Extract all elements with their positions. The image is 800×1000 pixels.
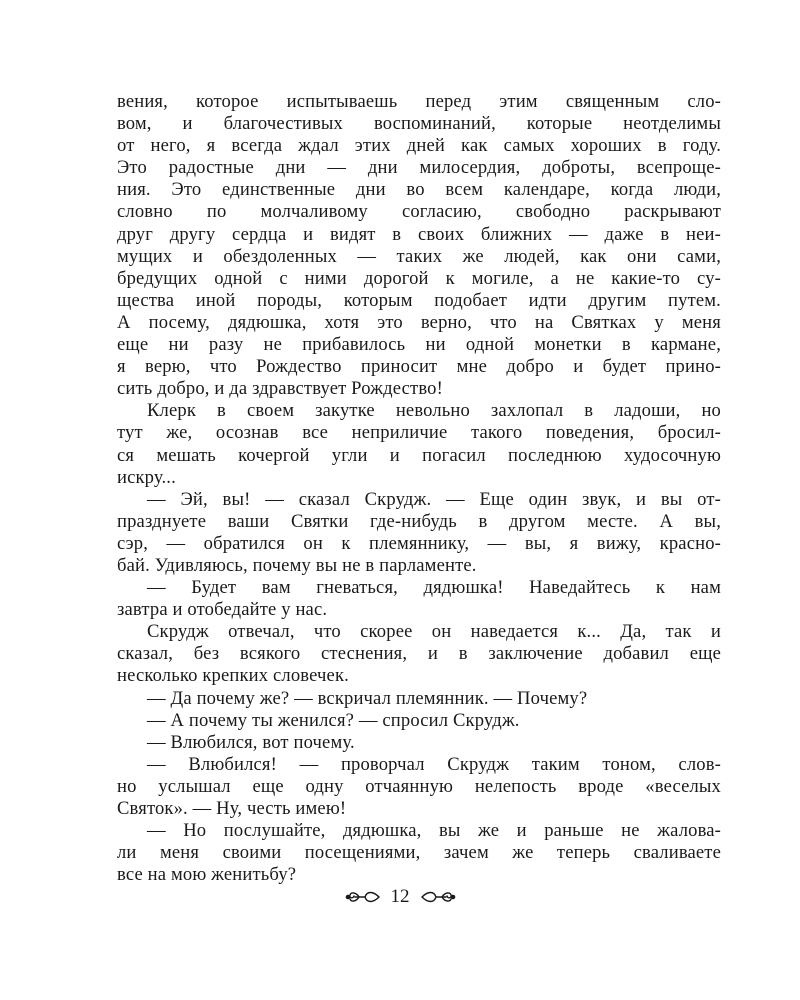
text-line: мущих и обездоленных — таких же людей, как они сами, bbox=[117, 245, 721, 267]
text-line: но услышал еще одну отчаянную нелепость вроде «веселых bbox=[117, 775, 721, 797]
text-line: несколько крепких словечек. bbox=[117, 665, 349, 687]
text-line: сказал, без всякого стеснения, и в заключение добавил еще bbox=[117, 643, 721, 665]
text-line: бай. Удивляюсь, почему вы не в парламенте. bbox=[117, 554, 477, 576]
text-line: щества иной породы, которым подобает идти другим путем. bbox=[117, 289, 721, 311]
ornament-right-icon bbox=[420, 887, 456, 907]
text-line: — Влюбился! — проворчал Скрудж таким тоном, слов- bbox=[147, 753, 721, 775]
text-line: сить добро, и да здравствует Рождество! bbox=[117, 378, 443, 400]
text-line: словно по молчаливому согласию, свободно раскрывают bbox=[117, 201, 721, 223]
text-line: — Будет вам гневаться, дядюшка! Наведайтесь к нам bbox=[147, 577, 721, 599]
paragraph bbox=[117, 400, 721, 488]
text-line: вения, которое испытываешь перед этим священным сло- bbox=[117, 91, 721, 112]
page-number: 12 bbox=[390, 886, 410, 907]
text-line: — Да почему же? — вскричал племянник. — Почему? bbox=[147, 687, 588, 709]
text-line: ния. Это единственные дни во всем календаре, когда люди, bbox=[117, 179, 721, 201]
text-line: — Влюбился, вот почему. bbox=[147, 731, 355, 753]
text-line: празднуете ваши Святки где-нибудь в другом месте. А вы, bbox=[117, 510, 721, 532]
text-line: еще ни разу не прибавилось ни одной монетки в кармане, bbox=[117, 334, 721, 356]
text-line: А посему, дядюшка, хотя это верно, что на Святках у меня bbox=[117, 311, 721, 333]
text-line: я верю, что Рождество приносит мне добро и будет прино- bbox=[117, 356, 721, 378]
text-line: сэр, — обратился он к племяннику, — вы, я вижу, красно- bbox=[117, 532, 721, 554]
text-line: друг другу сердца и видят в своих ближних — даже в неи- bbox=[117, 223, 721, 245]
text-line: Скрудж отвечал, что скорее он наведается к... Да, так и bbox=[147, 621, 721, 643]
paragraph bbox=[117, 754, 721, 820]
text-line: — Но послушайте, дядюшка, вы же и раньше не жалова- bbox=[147, 820, 721, 842]
text-line: от него, я всегда ждал этих дней как самых хороших в году. bbox=[117, 135, 721, 157]
text-line: — А почему ты женился? — спросил Скрудж. bbox=[147, 709, 520, 731]
text-line: завтра и отобедайте у нас. bbox=[117, 599, 328, 621]
paragraph bbox=[117, 577, 721, 621]
body-text bbox=[117, 91, 721, 886]
paragraph bbox=[117, 688, 721, 710]
text-line: Клерк в своем закутке невольно захлопал в ладоши, но bbox=[147, 400, 721, 422]
text-line: вом, и благочестивых воспоминаний, которые неотделимы bbox=[117, 113, 721, 135]
paragraph bbox=[117, 621, 721, 687]
text-line: Святок». — Ну, честь имею! bbox=[117, 798, 347, 819]
text-line: искру... bbox=[117, 466, 176, 488]
text-line: бредущих одной с ними дорогой к могиле, а не какие-то су- bbox=[117, 267, 721, 289]
paragraph bbox=[117, 820, 721, 886]
text-line: ся мешать кочергой угли и погасил последнюю худосочную bbox=[117, 444, 721, 466]
paragraph bbox=[117, 710, 721, 732]
paragraph bbox=[117, 732, 721, 754]
text-line: ли меня своими посещениями, зачем же теперь сваливаете bbox=[117, 842, 721, 864]
paragraph bbox=[117, 489, 721, 577]
text-line: — Эй, вы! — сказал Скрудж. — Еще один звук, и вы от- bbox=[147, 488, 721, 510]
paragraph bbox=[117, 91, 721, 400]
text-line: все на мою женитьбу? bbox=[117, 864, 297, 886]
page-footer bbox=[0, 883, 800, 911]
text-line: Это радостные дни — дни милосердия, доброты, всепроще- bbox=[117, 157, 721, 179]
text-line: тут же, осознав все неприличие такого поведения, бросил- bbox=[117, 422, 721, 444]
ornament-left-icon bbox=[345, 887, 381, 907]
